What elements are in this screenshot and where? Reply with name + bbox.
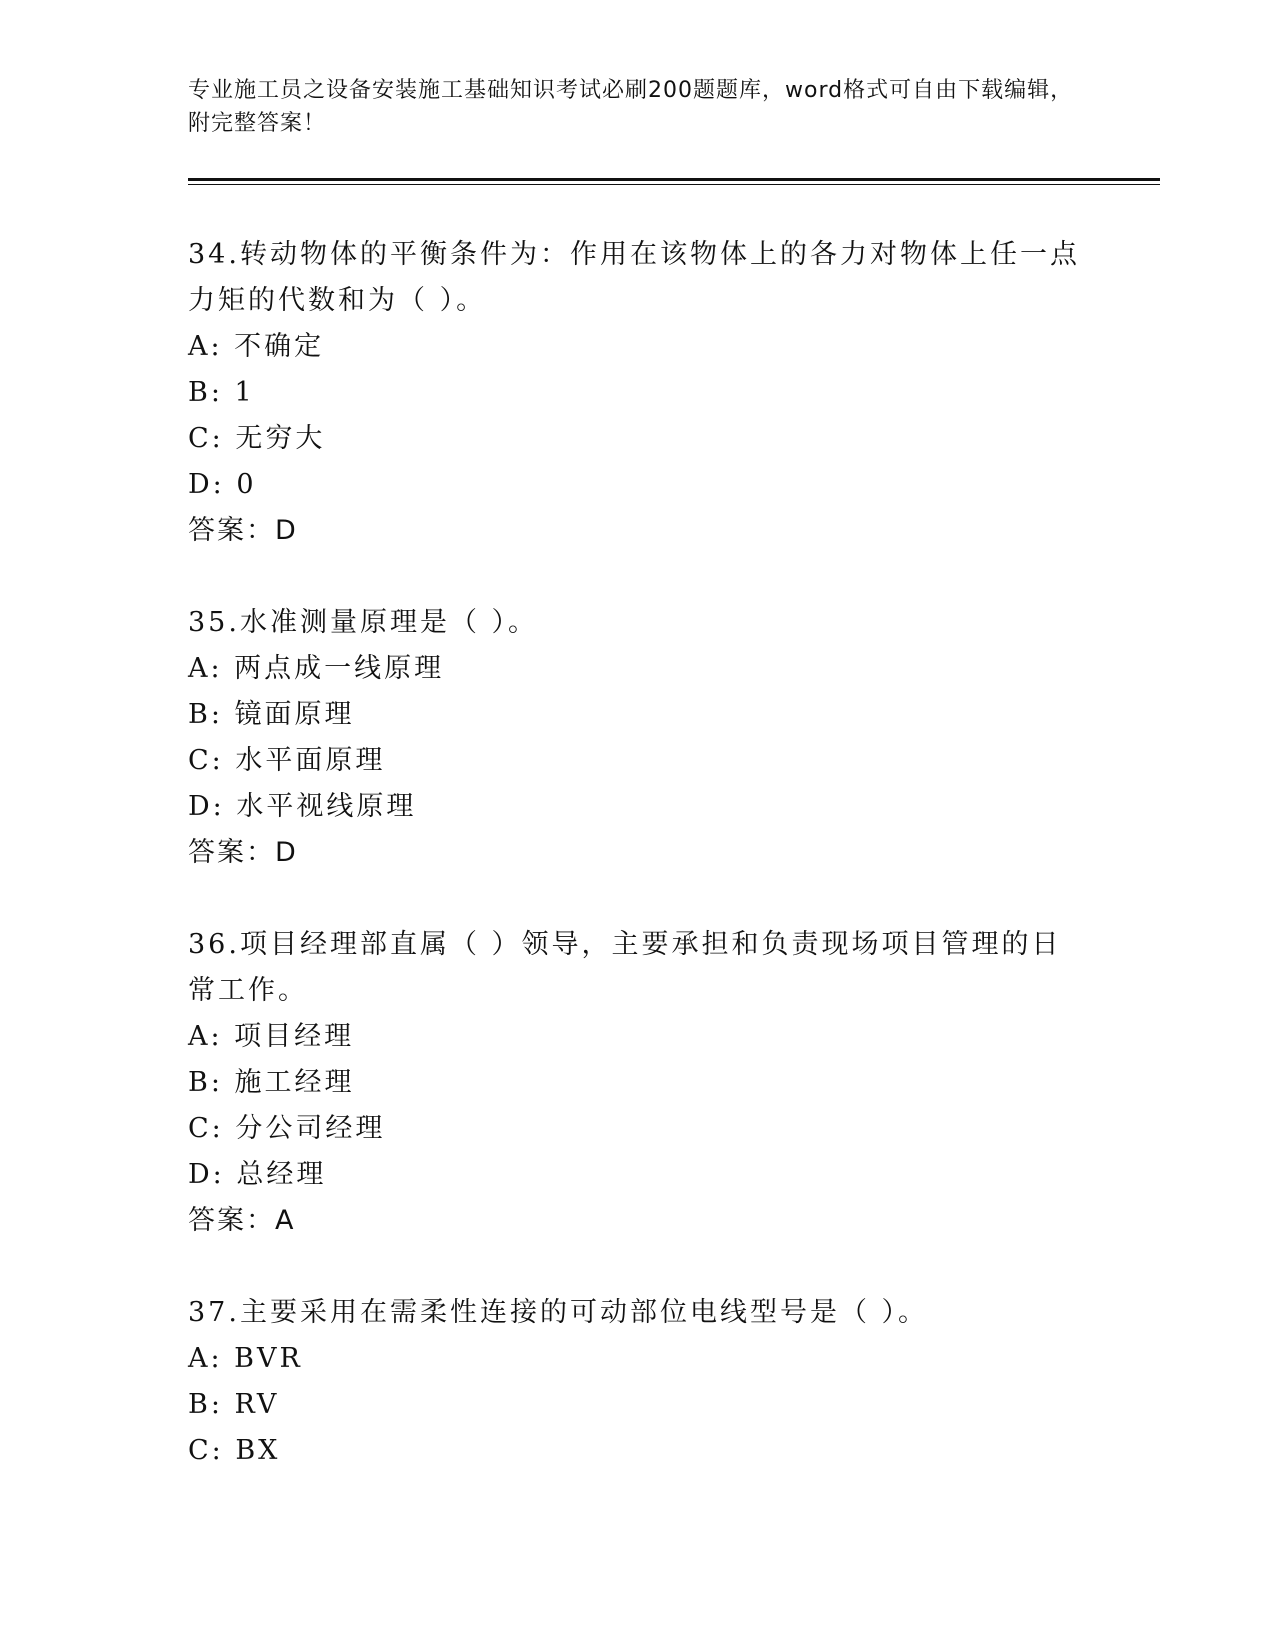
- question-text: 35.水准测量原理是（ ）。: [188, 607, 539, 638]
- answer-line: 答案：A: [188, 1205, 296, 1236]
- question-35: [188, 600, 1088, 876]
- answer-line: 答案：D: [188, 837, 298, 868]
- option-a: A: 不确定: [188, 331, 325, 362]
- option-a: A: BVR: [188, 1343, 303, 1374]
- question-34: [188, 232, 1088, 554]
- option-b: B: 镜面原理: [188, 699, 355, 730]
- question-text: 36.项目经理部直属（ ）领导，主要承担和负责现场项目管理的日常工作。: [188, 929, 1062, 1006]
- option-d: D: 总经理: [188, 1159, 327, 1190]
- option-b: B: 1: [188, 377, 255, 408]
- header-rule-thick: [188, 178, 1160, 181]
- question-list: [188, 232, 1088, 1520]
- option-b: B: 施工经理: [188, 1067, 355, 1098]
- option-c: C: 无穷大: [188, 423, 326, 454]
- document-header: 专业施工员之设备安装施工基础知识考试必刷200题题库，word格式可自由下载编辑，附完整答案！: [188, 78, 1074, 136]
- option-d: D: 水平视线原理: [188, 791, 417, 822]
- question-text: 37.主要采用在需柔性连接的可动部位电线型号是（ ）。: [188, 1297, 929, 1328]
- header-rule-thin: [188, 184, 1160, 185]
- option-b: B: RV: [188, 1389, 280, 1420]
- option-c: C: BX: [188, 1435, 281, 1466]
- option-c: C: 分公司经理: [188, 1113, 386, 1144]
- option-a: A: 两点成一线原理: [188, 653, 445, 684]
- option-c: C: 水平面原理: [188, 745, 386, 776]
- question-37: [188, 1290, 1088, 1474]
- answer-line: 答案：D: [188, 515, 298, 546]
- question-text: 34.转动物体的平衡条件为：作用在该物体上的各力对物体上任一点力矩的代数和为（ ）。: [188, 239, 1080, 316]
- option-d: D: 0: [188, 469, 257, 500]
- option-a: A: 项目经理: [188, 1021, 355, 1052]
- question-36: [188, 922, 1088, 1244]
